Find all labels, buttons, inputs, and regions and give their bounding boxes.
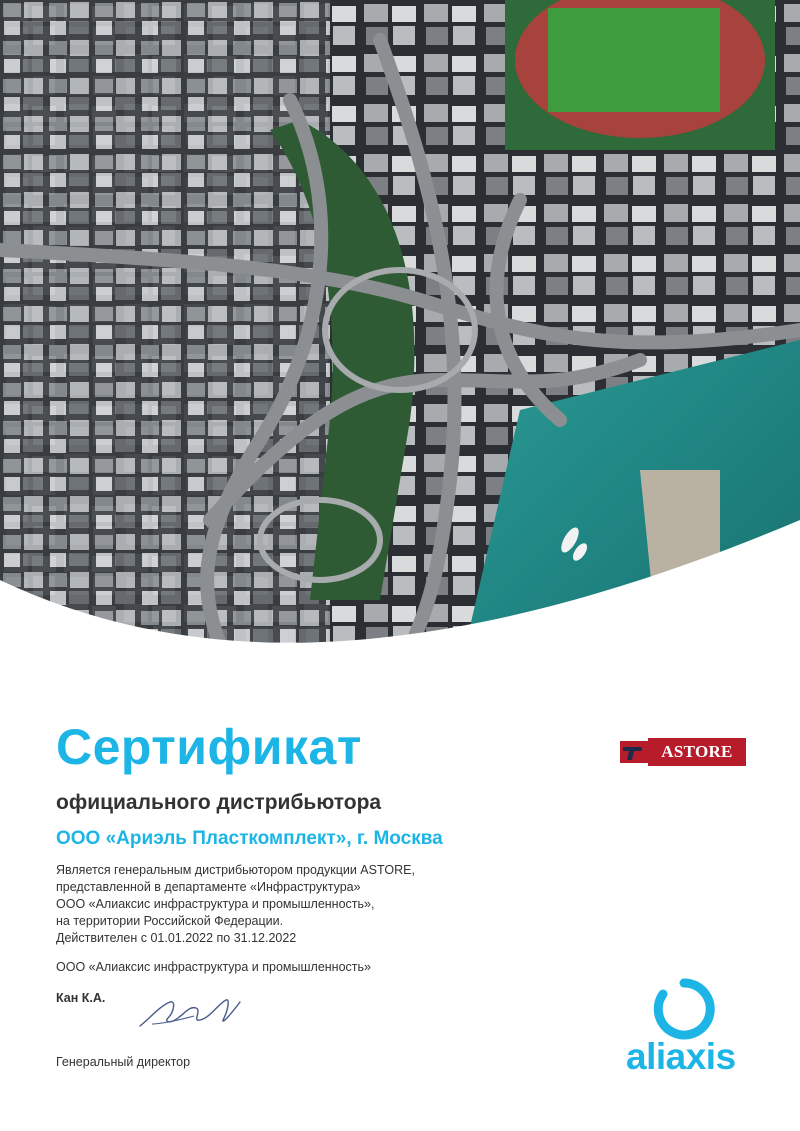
signer-position: Генеральный директор	[56, 1055, 191, 1069]
body-line: ООО «Алиаксис инфраструктура и промышленность»,	[56, 897, 375, 911]
astore-emblem-icon	[620, 738, 648, 766]
handwritten-signature	[130, 988, 260, 1036]
aliaxis-ring-icon	[651, 976, 717, 1042]
body-line: Является генеральным дистрибьютором продукции ASTORE,	[56, 863, 415, 877]
validity-line: Действителен с 01.01.2022 по 31.12.2022	[56, 931, 297, 945]
aliaxis-logo-text: aliaxis	[626, 1036, 736, 1077]
signer-name: Кан К.А.	[56, 991, 106, 1005]
certificate-title: Сертификат	[56, 719, 362, 775]
distributor-company: ООО «Ариэль Пласткомплект», г. Москва	[56, 828, 443, 849]
astore-logo	[620, 738, 746, 766]
certificate-body	[56, 862, 576, 947]
photo-curve-mask	[0, 430, 800, 690]
astore-logo-text: ASTORE	[648, 738, 746, 766]
certificate-subtitle: официального дистрибьютора	[56, 791, 382, 814]
body-line: представленной в департаменте «Инфраструктура»	[56, 880, 361, 894]
body-line: на территории Российской Федерации.	[56, 914, 284, 928]
issuer-company: ООО «Алиаксис инфраструктура и промышленность»	[56, 960, 371, 974]
